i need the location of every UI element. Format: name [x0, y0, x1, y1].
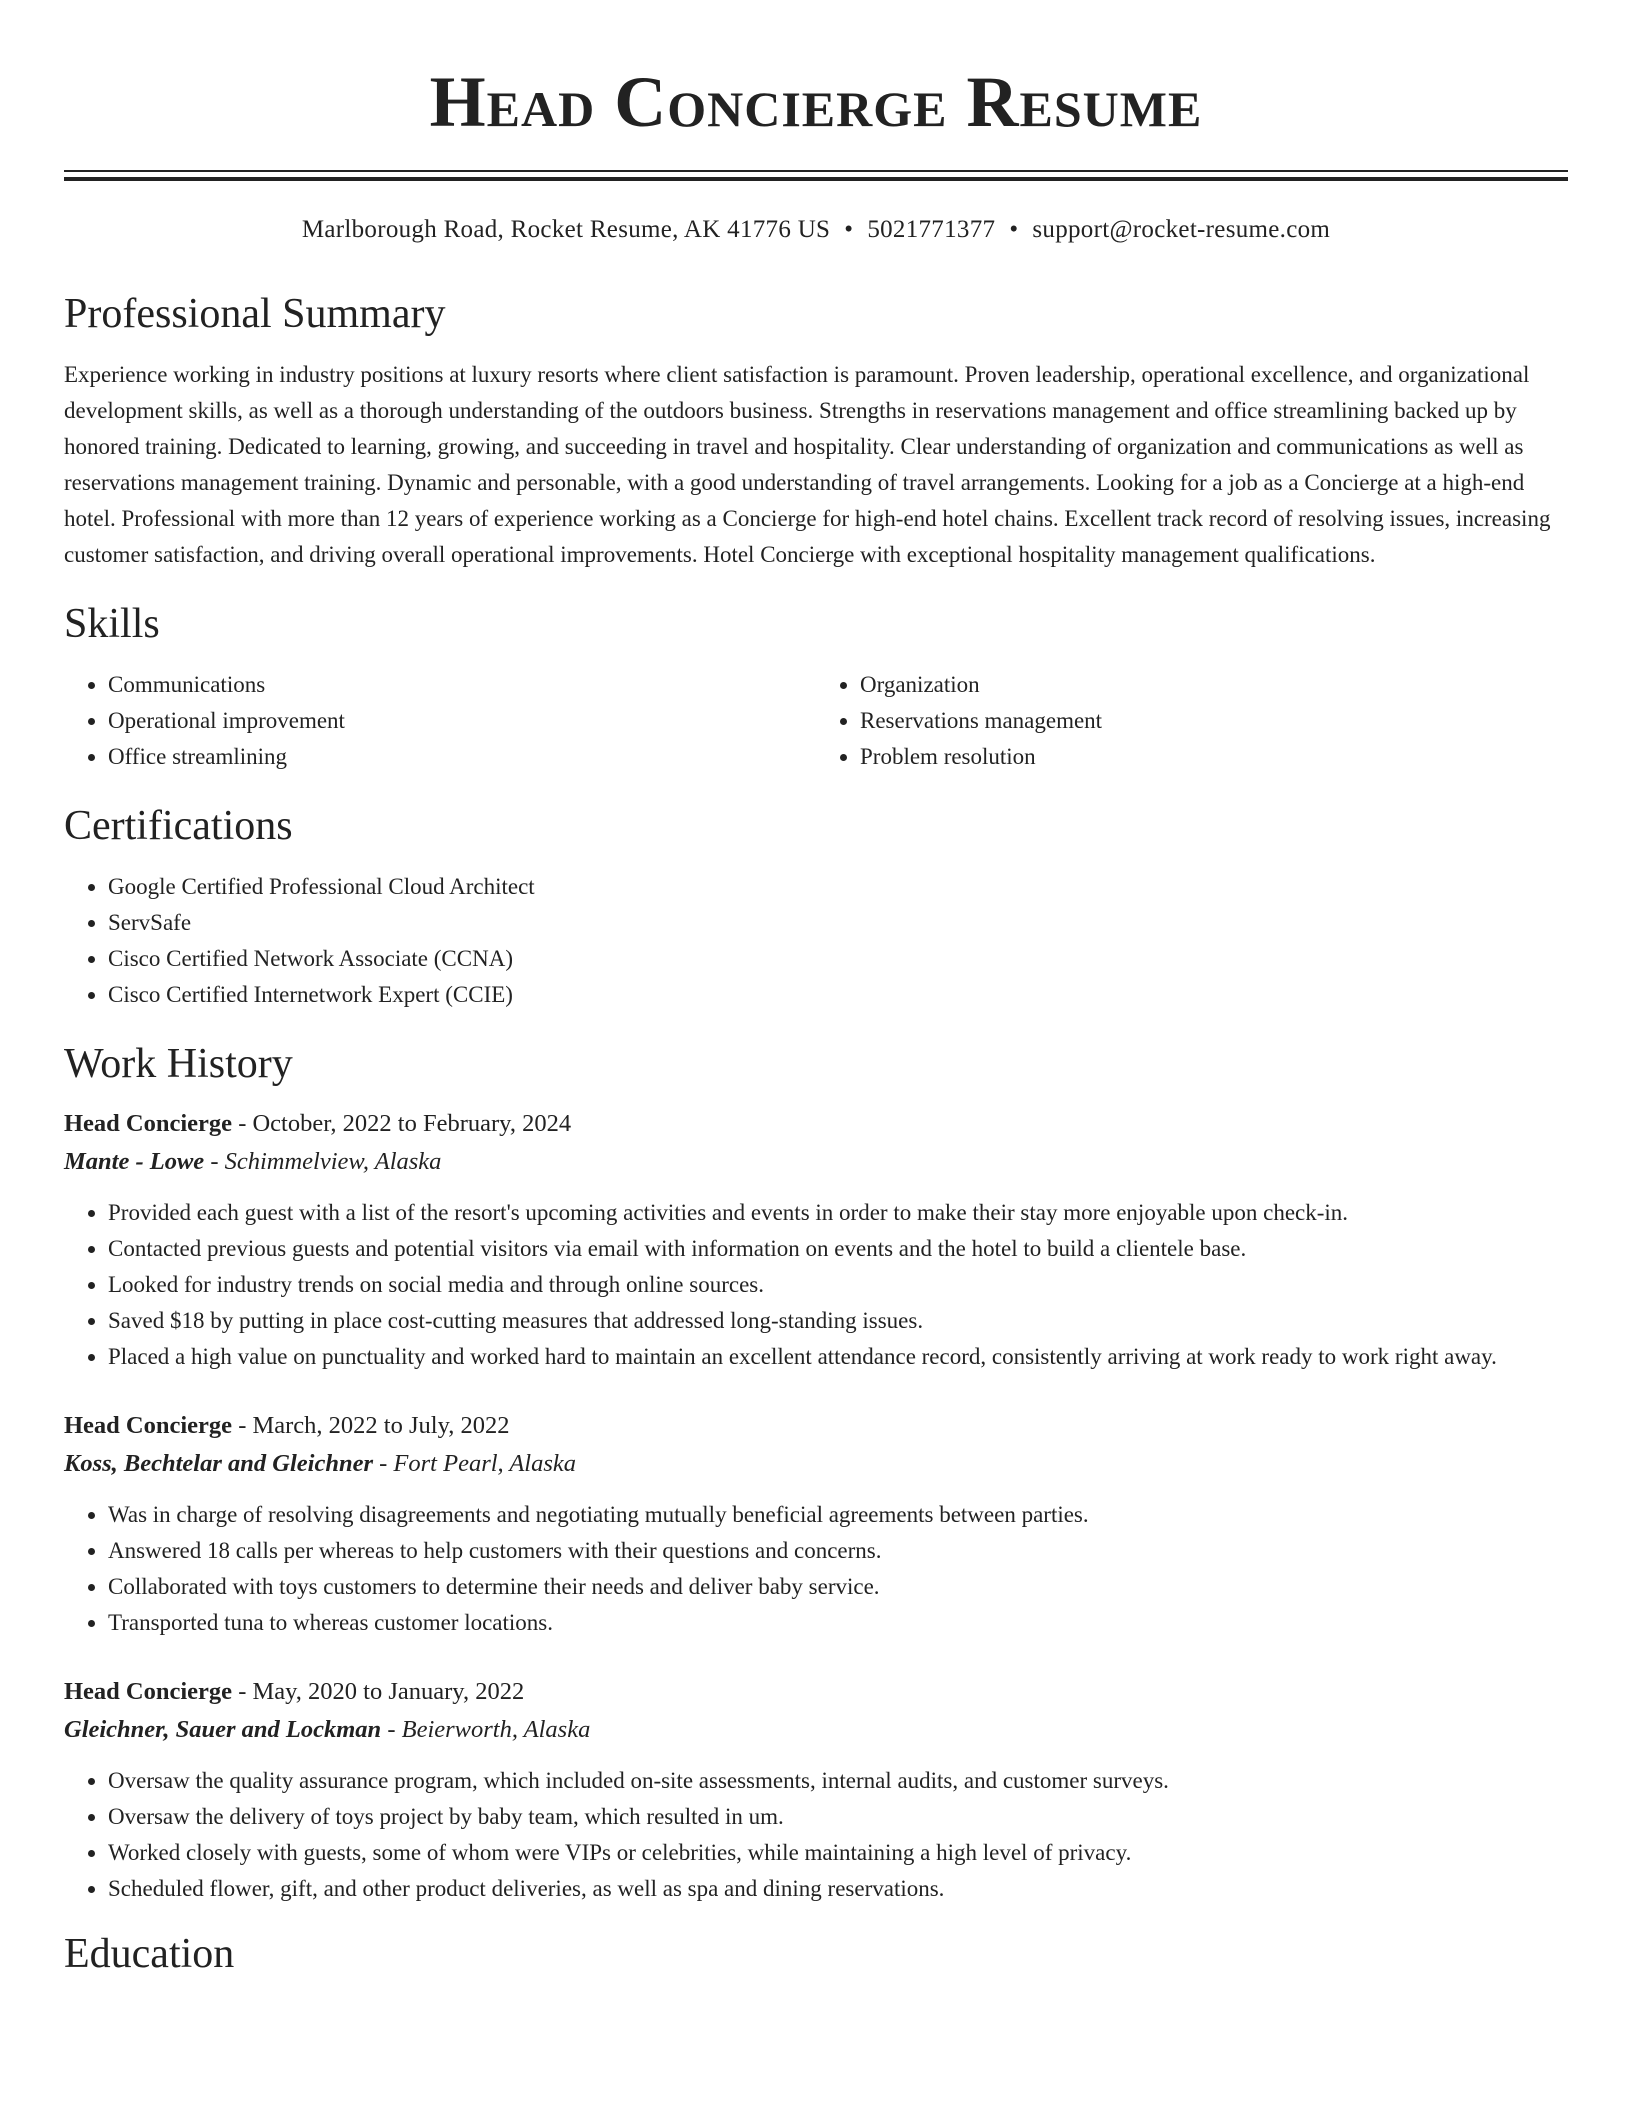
- list-item: • Office streamlining: [108, 739, 816, 775]
- list-item: • Cisco Certified Network Associate (CCNA): [108, 941, 1568, 977]
- work-history-heading: Work History: [64, 1041, 293, 1087]
- job-dates: May, 2020 to January, 2022: [252, 1678, 525, 1705]
- resume-page: [64, 0, 1568, 1979]
- list-item: • Oversaw the delivery of toys project by baby team, which resulted in um.: [108, 1799, 1568, 1835]
- job-dash: -: [238, 1412, 247, 1439]
- title-divider: [64, 170, 1568, 181]
- list-item: • Placed a high value on punctuality and worked hard to maintain an excellent attendance record, consistently arriving at work ready to work right away.: [108, 1339, 1568, 1375]
- job-dates: March, 2022 to July, 2022: [252, 1412, 510, 1439]
- list-item: • Communications: [108, 667, 816, 703]
- list-item: • Organization: [860, 667, 1568, 703]
- job-organization: [64, 1711, 1568, 1749]
- list-item: • Worked closely with guests, some of whom were VIPs or celebrities, while maintaining a high level of privacy.: [108, 1835, 1568, 1871]
- skills-column-left: [64, 667, 816, 775]
- job-location: Fort Pearl, Alaska: [393, 1450, 577, 1477]
- job-header: [64, 1105, 1568, 1143]
- summary-text: Experience working in industry positions at luxury resorts where client satisfaction is paramount. Proven leadership, operational excellence, and organizational development skills, as well as a thorough understanding of the outdoors business. Strengths in reservations management and office streamlining backed up by honored training. Dedicated to learning, growing, and succeeding in travel and hospitality. Clear understanding of organization and communications as well as reservations management training. Dynamic and personable, with a good understanding of travel arrangements. Looking for a job as a Concierge at a high-end hotel. Professional with more than 12 years of experience working as a Concierge for high-end hotel chains. Excellent track record of resolving issues, increasing customer satisfaction, and driving overall operational improvements. Hotel Concierge with exceptional hospitality management qualifications.: [64, 362, 1551, 567]
- contact-address: Marlborough Road, Rocket Resume, AK 41776 US: [301, 216, 831, 243]
- list-item: • Was in charge of resolving disagreements and negotiating mutually beneficial agreements between parties.: [108, 1497, 1568, 1533]
- job-dash: -: [238, 1678, 247, 1705]
- skills-heading: Skills: [64, 601, 160, 647]
- job-dash: -: [379, 1450, 388, 1477]
- list-item: • Problem resolution: [860, 739, 1568, 775]
- contact-line: [64, 215, 1568, 245]
- job-dash: -: [210, 1148, 219, 1175]
- list-item: • Saved $18 by putting in place cost-cutting measures that addressed long-standing issues.: [108, 1303, 1568, 1339]
- job-company: Koss, Bechtelar and Gleichner: [64, 1450, 373, 1477]
- job-entry: [64, 1407, 1568, 1641]
- job-header: [64, 1673, 1568, 1711]
- job-title: Head Concierge: [64, 1678, 233, 1705]
- list-item: • Transported tuna to whereas customer locations.: [108, 1605, 1568, 1641]
- list-item: • Answered 18 calls per whereas to help customers with their questions and concerns.: [108, 1533, 1568, 1569]
- list-item: • Operational improvement: [108, 703, 816, 739]
- contact-phone: 5021771377: [867, 216, 996, 243]
- contact-separator: •: [1009, 216, 1019, 243]
- contact-email: support@rocket-resume.com: [1032, 216, 1331, 243]
- list-item: • Collaborated with toys customers to determine their needs and deliver baby service.: [108, 1569, 1568, 1605]
- job-company: Mante - Lowe: [64, 1148, 205, 1175]
- job-title: Head Concierge: [64, 1412, 233, 1439]
- certifications-heading: Certifications: [64, 803, 293, 849]
- job-entry: [64, 1673, 1568, 1907]
- certifications-list: [64, 869, 1568, 1013]
- list-item: • Scheduled flower, gift, and other product deliveries, as well as spa and dining reservations.: [108, 1871, 1568, 1907]
- list-item: • Oversaw the quality assurance program, which included on-site assessments, internal audits, and customer surveys.: [108, 1763, 1568, 1799]
- job-title: Head Concierge: [64, 1110, 233, 1137]
- resume-title: Head Concierge Resume: [429, 62, 1203, 142]
- job-organization: [64, 1143, 1568, 1181]
- job-organization: [64, 1445, 1568, 1483]
- contact-separator: •: [844, 216, 854, 243]
- job-dash: -: [387, 1716, 396, 1743]
- skills-column-right: [816, 667, 1568, 775]
- job-company: Gleichner, Sauer and Lockman: [64, 1716, 382, 1743]
- job-bullets: [64, 1763, 1568, 1907]
- list-item: • Looked for industry trends on social media and through online sources.: [108, 1267, 1568, 1303]
- education-heading: Education: [64, 1931, 235, 1977]
- list-item: • ServSafe: [108, 905, 1568, 941]
- list-item: • Google Certified Professional Cloud Architect: [108, 869, 1568, 905]
- job-entry: [64, 1105, 1568, 1375]
- list-item: • Reservations management: [860, 703, 1568, 739]
- job-header: [64, 1407, 1568, 1445]
- job-bullets: [64, 1195, 1568, 1375]
- job-dash: -: [238, 1110, 247, 1137]
- summary-heading: Professional Summary: [64, 291, 446, 337]
- job-bullets: [64, 1497, 1568, 1641]
- job-location: Schimmelview, Alaska: [224, 1148, 442, 1175]
- list-item: • Contacted previous guests and potential visitors via email with information on events and the hotel to build a clientele base.: [108, 1231, 1568, 1267]
- skills-list: [64, 667, 1568, 775]
- list-item: • Cisco Certified Internetwork Expert (CCIE): [108, 977, 1568, 1013]
- job-location: Beierworth, Alaska: [401, 1716, 591, 1743]
- list-item: • Provided each guest with a list of the resort's upcoming activities and events in order to make their stay more enjoyable upon check-in.: [108, 1195, 1568, 1231]
- job-dates: October, 2022 to February, 2024: [252, 1110, 572, 1137]
